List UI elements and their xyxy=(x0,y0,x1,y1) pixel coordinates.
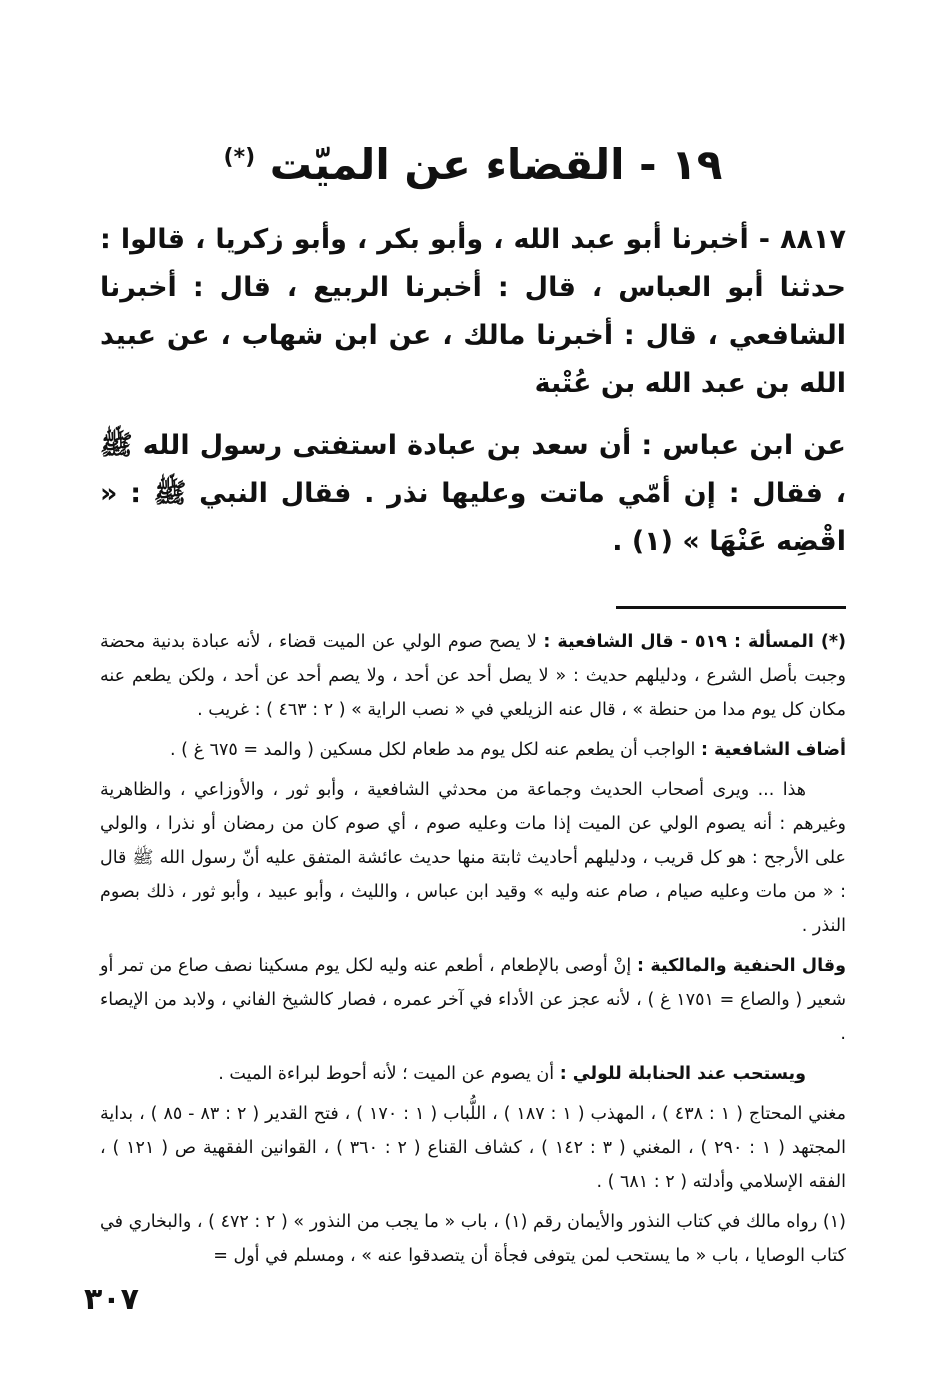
footnotes xyxy=(100,625,846,1273)
footnote-1: (١) رواه مالك في كتاب النذور والأيمان رقم (١) ، باب « ما يجب من النذور » ( ٢ : ٤٧٢ ) ، والبخاري في كتاب الوصايا ، باب « ما يستحب لمن يتوفى فجأة أن يتصدقوا عنه » ، ومسلم في أول = xyxy=(100,1212,846,1267)
note-2-label: أضاف الشافعية : xyxy=(700,740,846,761)
note-paragraph-3: هذا ... ويرى أصحاب الحديث وجماعة من محدثي الشافعية ، وأبو ثور ، والأوزاعي ، والظاهرية وغيرهم : أنه يصوم الولي عن الميت إذا مات وعليه صوم ، أي صوم كان من رمضان أو نذرا ، والولي على الأرجح : هو كل قريب ، ودليلهم أحاديث ثابتة منها حديث عائشة المتفق عليه أنّ رسول الله ﷺ قال : « من مات وعليه صيام ، صام عنه وليه » وقيد ابن عباس ، والليث ، وأبو عبيد ، وأبو ثور ، ذلك بصوم النذر . xyxy=(100,780,846,937)
note-4-label: وقال الحنفية والمالكية : xyxy=(637,956,846,977)
chapter-title xyxy=(100,140,846,190)
note-5-text: أن يصوم عن الميت ؛ لأنه أحوط لبراءة الميت . xyxy=(218,1064,555,1085)
main-text xyxy=(100,216,846,566)
page-number: ٣٠٧ xyxy=(84,1282,139,1317)
page xyxy=(100,140,846,1279)
hadith-paragraph: عن ابن عباس : أن سعد بن عبادة استفتى رسول الله ﷺ ، فقال : إن أمّي ماتت وعليها نذر . فقال النبي ﷺ : « اقْضِه عَنْهَا » (١) . xyxy=(100,430,846,558)
isnad-paragraph: ٨٨١٧ - أخبرنا أبو عبد الله ، وأبو بكر ، وأبو زكريا ، قالوا : حدثنا أبو العباس ، قال : أخبرنا الربيع ، قال : أخبرنا الشافعي ، قال : أخبرنا مالك ، عن ابن شهاب ، عن عبيد الله بن عبد الله بن عُتْبة xyxy=(100,224,846,400)
note-paragraph-1 xyxy=(100,625,846,727)
note-paragraph-2 xyxy=(100,733,846,767)
note-1-text: لا يصح صوم الولي عن الميت قضاء ، لأنه عبادة بدنية محضة وجبت بأصل الشرع ، ودليلهم حديث : « لا يصل أحد عن أحد ، ولا يصم أحد عن أحد ، ولكن يطعم عنه مكان كل يوم مدا من حنطة » ، قال عنه الزيلعي في « نصب الراية » ( ٢ : ٤٦٣ ) : غريب . xyxy=(100,632,846,721)
note-references: مغني المحتاج ( ١ : ٤٣٨ ) ، المهذب ( ١ : ١٨٧ ) ، اللُّباب ( ١ : ١٧٠ ) ، فتح القدير ( ٢ : ٨٣ - ٨٥ ) ، بداية المجتهد ( ١ : ٢٩٠ ) ، المغني ( ٣ : ١٤٢ ) ، كشاف القناع ( ٢ : ٣٦٠ ) ، القوانين الفقهية ص ( ١٢١ ) ، الفقه الإسلامي وأدلته ( ٢ : ٦٨١ ) . xyxy=(100,1104,846,1193)
footnote-divider xyxy=(616,606,846,609)
chapter-marker: (*) xyxy=(223,145,256,170)
note-paragraph-5 xyxy=(100,1057,846,1091)
note-5-label: ويستحب عند الحنابلة للولي : xyxy=(559,1064,806,1085)
note-2-text: الواجب أن يطعم عنه لكل يوم مد طعام لكل مسكين ( والمد = ٦٧٥ غ ) . xyxy=(170,740,696,761)
note-1-label: (*) المسألة : ٥١٩ - قال الشافعية : xyxy=(543,632,846,653)
note-4-text: إنْ أوصى بالإطعام ، أطعم عنه وليه لكل يوم مسكينا نصف صاع من تمر أو شعير ( والصاع = ١٧٥١ غ ) ، لأنه عجز عن الأداء في آخر عمره ، فصار كالشيخ الفاني ، ولابد من الإيصاء . xyxy=(100,956,846,1045)
note-paragraph-4 xyxy=(100,949,846,1051)
chapter-title-text: ١٩ - القضاء عن الميّت xyxy=(269,140,723,189)
